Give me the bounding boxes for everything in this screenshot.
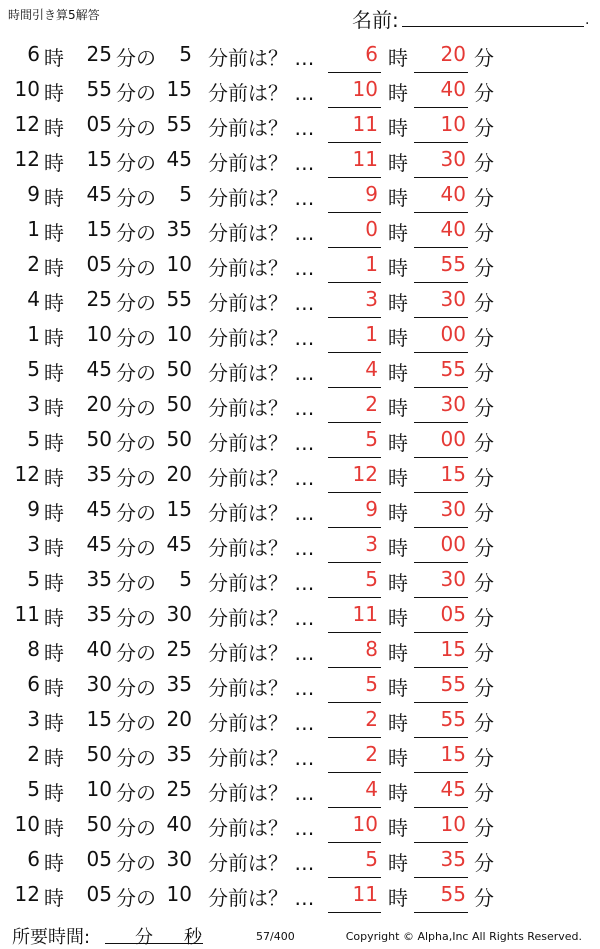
minutes-before-value: 25: [166, 637, 192, 661]
answer-hour[interactable]: 9: [365, 182, 378, 206]
answer-minute-unit: 分: [474, 431, 494, 455]
answer-minute[interactable]: 30: [440, 567, 466, 591]
hour-unit: 時: [44, 116, 64, 140]
answer-hour-unit: 時: [388, 396, 408, 420]
problem-hour: 2: [27, 252, 40, 276]
answer-hour[interactable]: 10: [352, 812, 378, 836]
answer-minute-unit: 分: [474, 536, 494, 560]
answer-minute-unit: 分: [474, 361, 494, 385]
answer-minute-unit: 分: [474, 571, 494, 595]
hour-unit: 時: [44, 501, 64, 525]
answer-minute-unit: 分: [474, 781, 494, 805]
time-required-line[interactable]: [105, 943, 203, 944]
hour-unit: 時: [44, 361, 64, 385]
answer-minute[interactable]: 35: [440, 847, 466, 871]
minutes-before-value: 40: [166, 812, 192, 836]
problem-minute: 15: [86, 147, 112, 171]
answer-minute-unit: 分: [474, 641, 494, 665]
hour-unit: 時: [44, 886, 64, 910]
worksheet-title: 時間引き算5解答: [8, 8, 100, 22]
minutes-before-label: 分前は？ …: [208, 886, 315, 910]
minutes-before-label: 分前は？ …: [208, 851, 315, 875]
minute-of-label: 分の: [116, 361, 156, 385]
minutes-before-value: 50: [166, 392, 192, 416]
problem-row: [0, 143, 600, 178]
minutes-before-value: 45: [166, 147, 192, 171]
answer-minute-unit: 分: [474, 221, 494, 245]
minutes-before-label: 分前は？ …: [208, 186, 315, 210]
minutes-before-value: 15: [166, 497, 192, 521]
minutes-before-label: 分前は？ …: [208, 116, 315, 140]
problem-hour: 3: [27, 392, 40, 416]
minutes-before-label: 分前は？ …: [208, 326, 315, 350]
hour-unit: 時: [44, 816, 64, 840]
answer-hour-unit: 時: [388, 291, 408, 315]
minutes-before-value: 5: [179, 567, 192, 591]
answer-hour-unit: 時: [388, 711, 408, 735]
answer-minute-unit: 分: [474, 186, 494, 210]
answer-minute[interactable]: 15: [440, 637, 466, 661]
answer-hour-unit: 時: [388, 256, 408, 280]
problem-minute: 10: [86, 322, 112, 346]
answer-minute-unit: 分: [474, 746, 494, 770]
time-required-minutes-unit: 分: [135, 927, 153, 948]
hour-unit: 時: [44, 221, 64, 245]
minutes-before-value: 55: [166, 287, 192, 311]
minute-of-label: 分の: [116, 816, 156, 840]
hour-unit: 時: [44, 396, 64, 420]
answer-minute[interactable]: 55: [440, 707, 466, 731]
problem-minute: 35: [86, 567, 112, 591]
problem-minute: 45: [86, 182, 112, 206]
minutes-before-label: 分前は？ …: [208, 536, 315, 560]
answer-minute-unit: 分: [474, 291, 494, 315]
answer-hour[interactable]: 2: [365, 742, 378, 766]
minute-of-label: 分の: [116, 431, 156, 455]
answer-hour-unit: 時: [388, 606, 408, 630]
hour-unit: 時: [44, 256, 64, 280]
answer-minute[interactable]: 30: [440, 497, 466, 521]
problem-row: [0, 318, 600, 353]
problem-minute: 50: [86, 812, 112, 836]
minutes-before-label: 分前は？ …: [208, 396, 315, 420]
answer-hour[interactable]: 10: [352, 77, 378, 101]
answer-minute[interactable]: 55: [440, 357, 466, 381]
answer-hour-unit: 時: [388, 221, 408, 245]
answer-hour[interactable]: 5: [365, 847, 378, 871]
answer-minute[interactable]: 00: [440, 322, 466, 346]
problem-row: [0, 178, 600, 213]
answer-hour[interactable]: 5: [365, 567, 378, 591]
problem-minute: 50: [86, 427, 112, 451]
problem-hour: 5: [27, 357, 40, 381]
minute-of-label: 分の: [116, 501, 156, 525]
answer-hour-unit: 時: [388, 116, 408, 140]
minute-of-label: 分の: [116, 81, 156, 105]
answer-minute-unit: 分: [474, 81, 494, 105]
problem-hour: 4: [27, 287, 40, 311]
answer-hour-unit: 時: [388, 851, 408, 875]
minutes-before-value: 20: [166, 707, 192, 731]
answer-minute-unit: 分: [474, 466, 494, 490]
answer-hour[interactable]: 1: [365, 322, 378, 346]
minutes-before-label: 分前は？ …: [208, 151, 315, 175]
minutes-before-value: 5: [179, 42, 192, 66]
minutes-before-value: 55: [166, 112, 192, 136]
answer-hour-unit: 時: [388, 886, 408, 910]
answer-hour[interactable]: 2: [365, 707, 378, 731]
hour-unit: 時: [44, 326, 64, 350]
hour-unit: 時: [44, 46, 64, 70]
minutes-before-value: 20: [166, 462, 192, 486]
answer-hour-unit: 時: [388, 151, 408, 175]
answer-minute-unit: 分: [474, 676, 494, 700]
answer-hour-unit: 時: [388, 816, 408, 840]
problem-hour: 12: [14, 112, 40, 136]
answer-minute[interactable]: 30: [440, 287, 466, 311]
answer-hour-unit: 時: [388, 501, 408, 525]
minutes-before-label: 分前は？ …: [208, 571, 315, 595]
answer-minute[interactable]: 55: [440, 672, 466, 696]
problem-row: [0, 668, 600, 703]
minutes-before-label: 分前は？ …: [208, 291, 315, 315]
minutes-before-label: 分前は？ …: [208, 711, 315, 735]
answer-minute[interactable]: 15: [440, 462, 466, 486]
minutes-before-label: 分前は？ …: [208, 361, 315, 385]
problem-hour: 11: [14, 602, 40, 626]
time-required-seconds-unit: 秒: [184, 927, 202, 948]
hour-unit: 時: [44, 571, 64, 595]
minutes-before-value: 15: [166, 77, 192, 101]
answer-hour-unit: 時: [388, 361, 408, 385]
answer-minute-unit: 分: [474, 851, 494, 875]
answer-minute[interactable]: 10: [440, 812, 466, 836]
minutes-before-value: 10: [166, 322, 192, 346]
answer-hour[interactable]: 11: [352, 112, 378, 136]
problem-hour: 6: [27, 672, 40, 696]
problem-minute: 25: [86, 42, 112, 66]
minutes-before-value: 50: [166, 357, 192, 381]
answer-minute-unit: 分: [474, 886, 494, 910]
time-required-label: 所要時間:: [12, 927, 91, 948]
problem-hour: 8: [27, 637, 40, 661]
minute-of-label: 分の: [116, 116, 156, 140]
name-label: 名前:: [352, 8, 399, 32]
hour-unit: 時: [44, 781, 64, 805]
answer-minute[interactable]: 55: [440, 252, 466, 276]
answer-hour-unit: 時: [388, 431, 408, 455]
problem-minute: 10: [86, 777, 112, 801]
answer-hour[interactable]: 2: [365, 392, 378, 416]
problem-minute: 05: [86, 847, 112, 871]
minutes-before-label: 分前は？ …: [208, 46, 315, 70]
problem-hour: 5: [27, 567, 40, 591]
answer-hour[interactable]: 9: [365, 497, 378, 521]
name-field-line[interactable]: [402, 26, 584, 27]
problem-hour: 5: [27, 777, 40, 801]
problem-hour: 3: [27, 707, 40, 731]
problem-hour: 1: [27, 217, 40, 241]
problem-row: [0, 73, 600, 108]
problem-row: [0, 703, 600, 738]
minute-of-label: 分の: [116, 536, 156, 560]
minute-of-label: 分の: [116, 606, 156, 630]
answer-hour[interactable]: 4: [365, 777, 378, 801]
problem-row: [0, 598, 600, 633]
answer-minute[interactable]: 55: [440, 882, 466, 906]
problem-row: [0, 843, 600, 878]
minute-of-label: 分の: [116, 711, 156, 735]
problem-row: [0, 423, 600, 458]
answer-minute-unit: 分: [474, 151, 494, 175]
hour-unit: 時: [44, 466, 64, 490]
problem-hour: 12: [14, 147, 40, 171]
minutes-before-value: 30: [166, 847, 192, 871]
answer-hour-unit: 時: [388, 676, 408, 700]
problem-minute: 45: [86, 357, 112, 381]
problem-row: [0, 528, 600, 563]
minutes-before-value: 30: [166, 602, 192, 626]
name-line-end-dot: .: [585, 12, 590, 28]
problem-hour: 10: [14, 77, 40, 101]
hour-unit: 時: [44, 641, 64, 665]
answer-minute-unit: 分: [474, 256, 494, 280]
minute-of-label: 分の: [116, 641, 156, 665]
problem-row: [0, 213, 600, 248]
problem-hour: 12: [14, 462, 40, 486]
problem-row: [0, 633, 600, 668]
problem-row: [0, 458, 600, 493]
problem-row: [0, 563, 600, 598]
problem-minute: 35: [86, 602, 112, 626]
problem-hour: 9: [27, 497, 40, 521]
answer-minute[interactable]: 20: [440, 42, 466, 66]
answer-hour-unit: 時: [388, 466, 408, 490]
answer-hour-unit: 時: [388, 641, 408, 665]
minutes-before-value: 25: [166, 777, 192, 801]
problem-hour: 5: [27, 427, 40, 451]
hour-unit: 時: [44, 711, 64, 735]
hour-unit: 時: [44, 81, 64, 105]
minute-of-label: 分の: [116, 851, 156, 875]
answer-minute-underline: [414, 912, 468, 913]
problem-minute: 15: [86, 217, 112, 241]
minutes-before-label: 分前は？ …: [208, 81, 315, 105]
minute-of-label: 分の: [116, 256, 156, 280]
minutes-before-value: 5: [179, 182, 192, 206]
answer-hour[interactable]: 8: [365, 637, 378, 661]
problem-minute: 05: [86, 112, 112, 136]
problem-row: [0, 353, 600, 388]
minute-of-label: 分の: [116, 186, 156, 210]
problem-row: [0, 38, 600, 73]
answer-hour[interactable]: 6: [365, 42, 378, 66]
hour-unit: 時: [44, 151, 64, 175]
minute-of-label: 分の: [116, 886, 156, 910]
hour-unit: 時: [44, 676, 64, 700]
problem-minute: 35: [86, 462, 112, 486]
minute-of-label: 分の: [116, 676, 156, 700]
answer-hour[interactable]: 11: [352, 602, 378, 626]
answer-minute[interactable]: 30: [440, 392, 466, 416]
answer-minute-unit: 分: [474, 396, 494, 420]
minute-of-label: 分の: [116, 326, 156, 350]
answer-hour-unit: 時: [388, 81, 408, 105]
problem-minute: 50: [86, 742, 112, 766]
problem-hour: 2: [27, 742, 40, 766]
minutes-before-label: 分前は？ …: [208, 466, 315, 490]
problem-row: [0, 773, 600, 808]
minutes-before-label: 分前は？ …: [208, 676, 315, 700]
problem-row: [0, 878, 600, 913]
answer-minute[interactable]: 00: [440, 532, 466, 556]
minutes-before-value: 10: [166, 882, 192, 906]
answer-minute[interactable]: 45: [440, 777, 466, 801]
problem-minute: 15: [86, 707, 112, 731]
problem-hour: 3: [27, 532, 40, 556]
answer-hour-unit: 時: [388, 536, 408, 560]
problem-row: [0, 738, 600, 773]
answer-hour[interactable]: 3: [365, 532, 378, 556]
answer-minute-unit: 分: [474, 816, 494, 840]
minutes-before-label: 分前は？ …: [208, 221, 315, 245]
answer-minute[interactable]: 10: [440, 112, 466, 136]
answer-minute[interactable]: 30: [440, 147, 466, 171]
minutes-before-label: 分前は？ …: [208, 606, 315, 630]
minutes-before-label: 分前は？ …: [208, 816, 315, 840]
hour-unit: 時: [44, 431, 64, 455]
problem-minute: 20: [86, 392, 112, 416]
hour-unit: 時: [44, 606, 64, 630]
minute-of-label: 分の: [116, 396, 156, 420]
problem-row: [0, 248, 600, 283]
problem-hour: 9: [27, 182, 40, 206]
answer-minute-unit: 分: [474, 606, 494, 630]
minute-of-label: 分の: [116, 151, 156, 175]
answer-hour-unit: 時: [388, 326, 408, 350]
answer-minute-unit: 分: [474, 116, 494, 140]
problem-row: [0, 388, 600, 423]
answer-hour[interactable]: 5: [365, 427, 378, 451]
answer-hour-underline: [328, 912, 381, 913]
problem-hour: 6: [27, 847, 40, 871]
problem-minute: 30: [86, 672, 112, 696]
copyright-notice: Copyright © Alpha,Inc All Rights Reserved.: [345, 930, 582, 943]
hour-unit: 時: [44, 291, 64, 315]
minutes-before-value: 45: [166, 532, 192, 556]
answer-hour[interactable]: 1: [365, 252, 378, 276]
hour-unit: 時: [44, 186, 64, 210]
hour-unit: 時: [44, 851, 64, 875]
answer-minute-unit: 分: [474, 711, 494, 735]
minute-of-label: 分の: [116, 221, 156, 245]
answer-hour-unit: 時: [388, 781, 408, 805]
minutes-before-label: 分前は？ …: [208, 641, 315, 665]
problem-minute: 05: [86, 252, 112, 276]
problem-minute: 40: [86, 637, 112, 661]
problem-hour: 12: [14, 882, 40, 906]
answer-minute-unit: 分: [474, 501, 494, 525]
minute-of-label: 分の: [116, 291, 156, 315]
problem-minute: 55: [86, 77, 112, 101]
answer-minute[interactable]: 40: [440, 182, 466, 206]
problem-row: [0, 808, 600, 843]
answer-hour[interactable]: 11: [352, 882, 378, 906]
minutes-before-value: 35: [166, 672, 192, 696]
problem-hour: 6: [27, 42, 40, 66]
hour-unit: 時: [44, 746, 64, 770]
answer-minute-unit: 分: [474, 326, 494, 350]
answer-hour[interactable]: 11: [352, 147, 378, 171]
problem-hour: 10: [14, 812, 40, 836]
minutes-before-value: 35: [166, 217, 192, 241]
minute-of-label: 分の: [116, 781, 156, 805]
answer-hour[interactable]: 12: [352, 462, 378, 486]
answer-minute[interactable]: 40: [440, 77, 466, 101]
answer-hour-unit: 時: [388, 746, 408, 770]
minutes-before-value: 10: [166, 252, 192, 276]
problem-minute: 05: [86, 882, 112, 906]
problem-minute: 45: [86, 532, 112, 556]
answer-minute[interactable]: 00: [440, 427, 466, 451]
minutes-before-label: 分前は？ …: [208, 501, 315, 525]
minute-of-label: 分の: [116, 746, 156, 770]
answer-minute[interactable]: 15: [440, 742, 466, 766]
minutes-before-label: 分前は？ …: [208, 431, 315, 455]
minute-of-label: 分の: [116, 466, 156, 490]
minute-of-label: 分の: [116, 46, 156, 70]
minutes-before-value: 50: [166, 427, 192, 451]
problem-minute: 45: [86, 497, 112, 521]
minutes-before-label: 分前は？ …: [208, 256, 315, 280]
problem-row: [0, 108, 600, 143]
answer-hour[interactable]: 5: [365, 672, 378, 696]
answer-hour-unit: 時: [388, 46, 408, 70]
answer-hour[interactable]: 0: [365, 217, 378, 241]
minutes-before-label: 分前は？ …: [208, 746, 315, 770]
problem-row: [0, 283, 600, 318]
answer-hour-unit: 時: [388, 186, 408, 210]
answer-hour[interactable]: 3: [365, 287, 378, 311]
minute-of-label: 分の: [116, 571, 156, 595]
answer-hour-unit: 時: [388, 571, 408, 595]
answer-hour[interactable]: 4: [365, 357, 378, 381]
page-number: 57/400: [256, 930, 295, 943]
problem-minute: 25: [86, 287, 112, 311]
problem-row: [0, 493, 600, 528]
answer-minute-unit: 分: [474, 46, 494, 70]
minutes-before-value: 35: [166, 742, 192, 766]
problem-hour: 1: [27, 322, 40, 346]
minutes-before-label: 分前は？ …: [208, 781, 315, 805]
answer-minute[interactable]: 05: [440, 602, 466, 626]
hour-unit: 時: [44, 536, 64, 560]
answer-minute[interactable]: 40: [440, 217, 466, 241]
